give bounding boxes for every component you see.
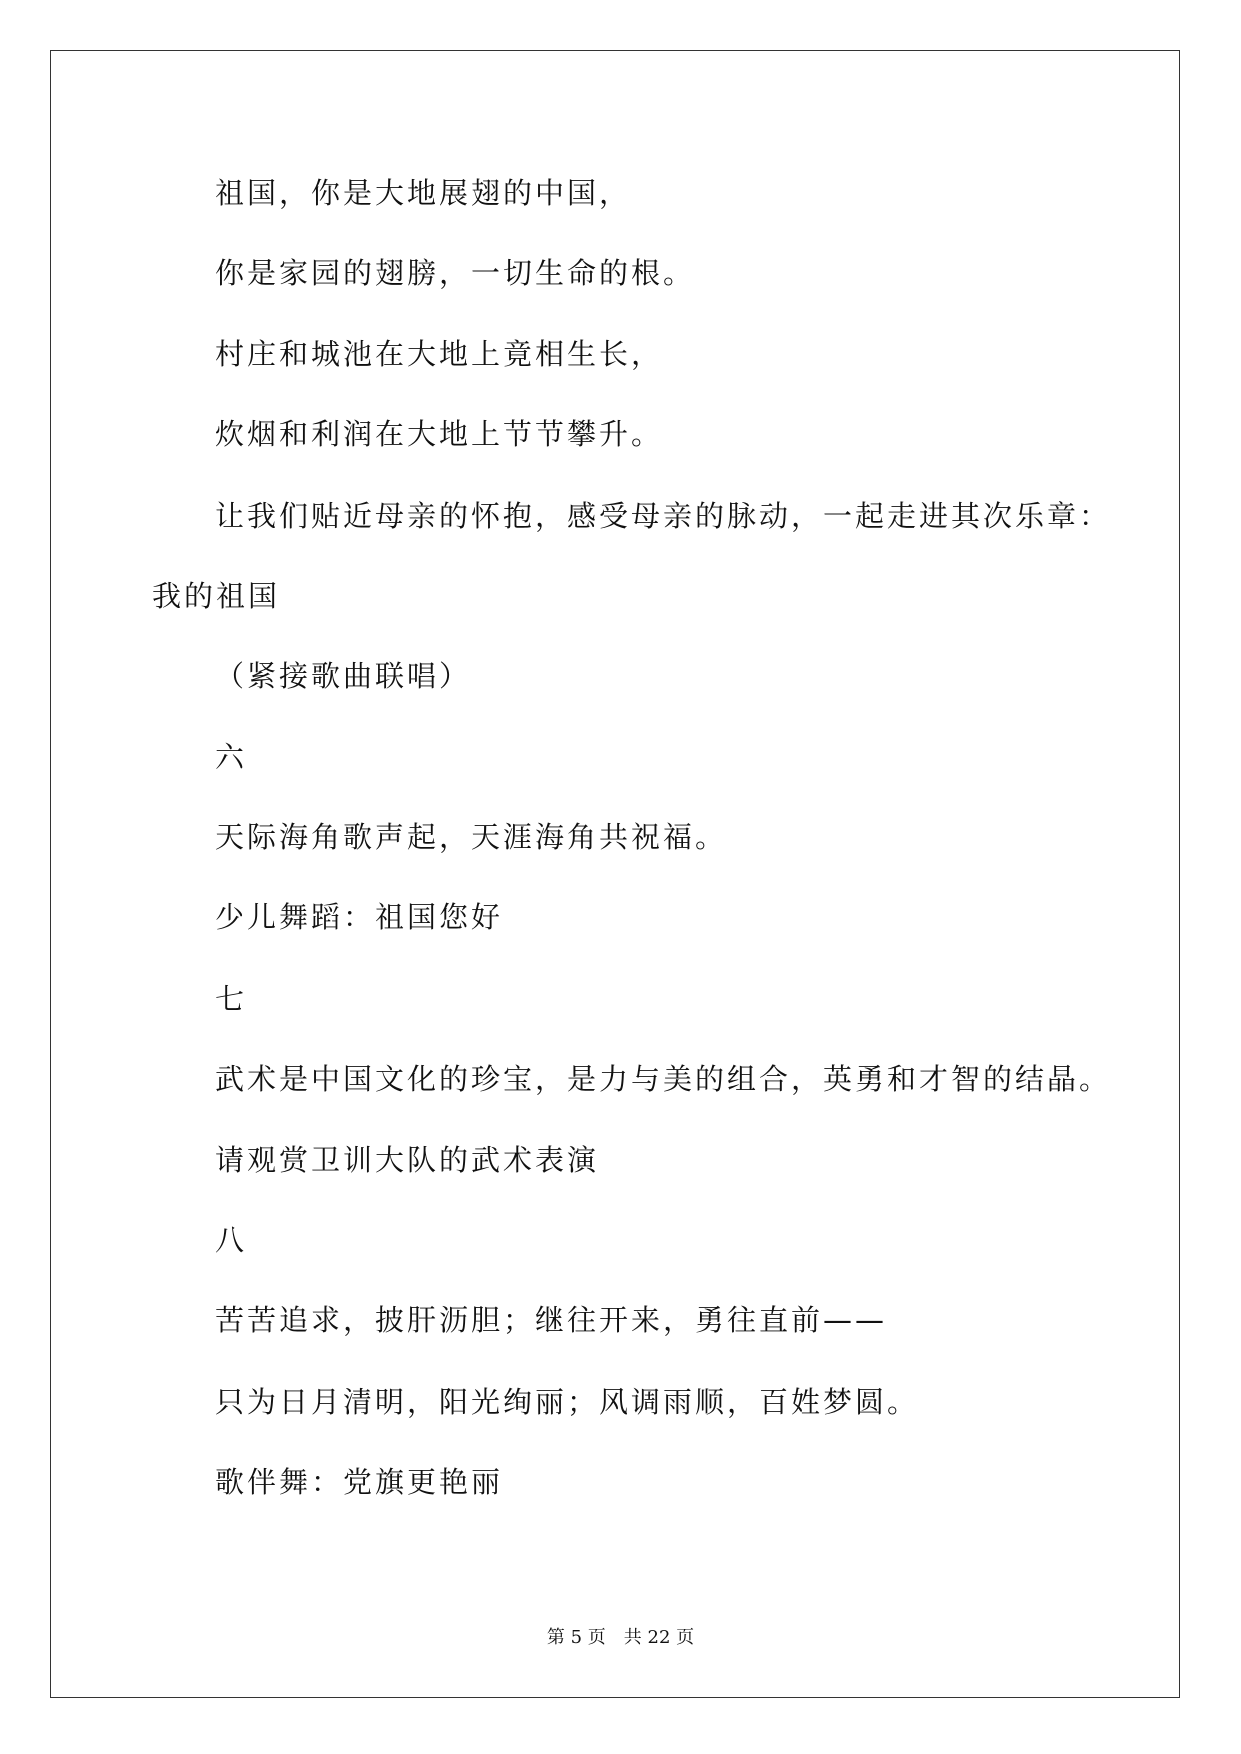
text-line: 只为日月清明，阳光绚丽；风调雨顺，百姓梦圆。 [215,1385,920,1419]
page-total: 共 22 页 [623,1627,695,1648]
page-border [50,50,1180,1698]
text-line: 少儿舞蹈：祖国您好 [215,900,504,934]
text-line: 祖国，你是大地展翅的中国， [215,176,632,210]
text-line: 苦苦追求，披肝沥胆；继往开来，勇往直前—— [215,1303,888,1337]
text-line: 让我们贴近母亲的怀抱，感受母亲的脉动，一起走进其次乐章： [215,499,1112,533]
text-line: 武术是中国文化的珍宝，是力与美的组合，英勇和才智的结晶。 [215,1062,1112,1096]
section-number: 八 [215,1223,248,1257]
text-line: （紧接歌曲联唱） [215,659,472,693]
text-line: 村庄和城池在大地上竟相生长， [215,337,664,371]
text-line: 炊烟和利润在大地上节节攀升。 [215,417,664,451]
text-line: 我的祖国 [152,579,281,613]
page-footer [0,1627,1241,1649]
section-number: 六 [215,740,248,774]
page-number: 第 5 页 [546,1627,606,1648]
text-line: 歌伴舞：党旗更艳丽 [215,1465,504,1499]
text-line: 天际海角歌声起，天涯海角共祝福。 [215,820,728,854]
text-line: 你是家园的翅膀，一切生命的根。 [215,256,696,290]
section-number: 七 [215,982,248,1016]
text-line: 请观赏卫训大队的武术表演 [215,1143,600,1177]
